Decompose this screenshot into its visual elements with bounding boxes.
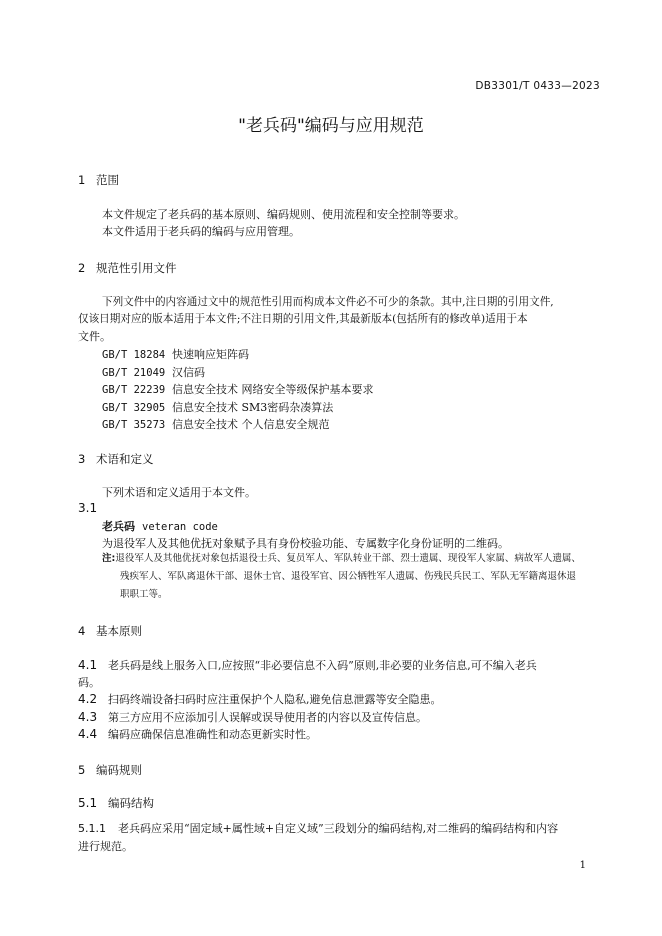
subsection-number: 5.1 xyxy=(78,796,98,810)
reference-item xyxy=(102,399,333,415)
clause-text-continued: 码。 xyxy=(78,676,100,689)
reference-item xyxy=(102,346,249,362)
section-5-heading xyxy=(78,762,142,778)
clause-number: 4.1 xyxy=(78,658,98,672)
term-english: veteran code xyxy=(142,521,218,533)
subsection-heading xyxy=(78,795,154,811)
document-title: "老兵码"编码与应用规范 xyxy=(238,116,424,136)
paragraph-line: 文件。 xyxy=(78,330,111,343)
clause-text: 第三方应用不应添加引人误解或误导使用者的内容以及宣传信息。 xyxy=(108,711,427,724)
section-number: 3 xyxy=(78,452,86,466)
section-title: 编码规则 xyxy=(96,763,142,777)
reference-code: GB/T 35273 xyxy=(102,419,166,431)
section-number: 5 xyxy=(78,763,86,777)
clause-number: 5.1.1 xyxy=(78,822,106,835)
section-title: 基本原则 xyxy=(96,624,142,638)
paragraph: 本文件适用于老兵码的编码与应用管理。 xyxy=(102,225,300,238)
clause-text: 老兵码是线上服务入口,应按照“非必要信息不入码”原则,非必要的业务信息,可不编入老兵 xyxy=(108,659,537,672)
note-line: 职职工等。 xyxy=(120,589,168,600)
reference-name: 信息安全技术 个人信息安全规范 xyxy=(172,418,330,431)
principle-item xyxy=(78,709,427,725)
reference-item xyxy=(102,416,330,432)
section-4-heading xyxy=(78,623,142,639)
clause-text: 编码应确保信息准确性和动态更新实时性。 xyxy=(108,728,317,741)
paragraph-line: 下列文件中的内容通过文中的规范性引用而构成本文件必不可少的条款。其中,注日期的引用文件, xyxy=(102,296,554,308)
clause-number: 4.2 xyxy=(78,692,98,706)
paragraph: 下列术语和定义适用于本文件。 xyxy=(102,486,256,499)
reference-code: GB/T 22239 xyxy=(102,384,166,396)
clause xyxy=(78,820,558,836)
section-1-heading xyxy=(78,172,119,188)
term-entry xyxy=(102,518,218,534)
page-number: 1 xyxy=(579,860,586,871)
section-title: 范围 xyxy=(96,173,119,187)
note-line: 残疾军人、军队离退休干部、退休士官、退役军官、因公牺牲军人遗属、伤残民兵民工、军队无军籍离退休退 xyxy=(120,571,577,582)
clause-number: 4.3 xyxy=(78,710,98,724)
subsection-title: 编码结构 xyxy=(108,796,154,810)
term-chinese: 老兵码 xyxy=(102,520,135,533)
reference-name: 信息安全技术 网络安全等级保护基本要求 xyxy=(172,383,374,396)
reference-code: GB/T 21049 xyxy=(102,367,166,379)
reference-item xyxy=(102,381,374,397)
clause-number: 4.4 xyxy=(78,727,98,741)
paragraph-line: 仅该日期对应的版本适用于本文件;不注日期的引用文件,其最新版本(包括所有的修改单)适用于本 xyxy=(78,313,528,325)
note-label: 注: xyxy=(102,553,116,564)
reference-code: GB/T 18284 xyxy=(102,349,166,361)
section-title: 规范性引用文件 xyxy=(96,261,177,275)
reference-name: 快速响应矩阵码 xyxy=(172,348,249,361)
paragraph: 本文件规定了老兵码的基本原则、编码规则、使用流程和安全控制等要求。 xyxy=(102,208,465,221)
section-number: 1 xyxy=(78,173,86,187)
clause-text: 老兵码应采用“固定域+属性域+自定义域”三段划分的编码结构,对二维码的编码结构和内容 xyxy=(118,822,559,835)
section-3-heading xyxy=(78,451,154,467)
clause-text: 扫码终端设备扫码时应注重保护个人隐私,避免信息泄露等安全隐患。 xyxy=(108,693,442,706)
reference-item xyxy=(102,364,205,380)
reference-code: GB/T 32905 xyxy=(102,402,166,414)
standard-number: DB3301/T 0433—2023 xyxy=(475,80,600,92)
principle-item xyxy=(78,691,442,707)
note xyxy=(102,550,581,568)
reference-name: 信息安全技术 SM3密码杂凑算法 xyxy=(172,401,334,414)
principle-item xyxy=(78,726,317,742)
principle-item xyxy=(78,657,537,673)
reference-name: 汉信码 xyxy=(172,366,205,379)
term-definition: 为退役军人及其他优抚对象赋予具有身份校验功能、专属数字化身份证明的二维码。 xyxy=(102,537,509,550)
section-title: 术语和定义 xyxy=(96,452,154,466)
clause-text-continued: 进行规范。 xyxy=(78,840,133,853)
note-line: 退役军人及其他优抚对象包括退役士兵、复员军人、军队转业干部、烈士遗属、现役军人家属、病故军人遗属、 xyxy=(115,553,581,564)
section-number: 4 xyxy=(78,624,86,638)
section-2-heading xyxy=(78,260,177,276)
term-number: 3.1 xyxy=(78,501,98,515)
section-number: 2 xyxy=(78,261,86,275)
